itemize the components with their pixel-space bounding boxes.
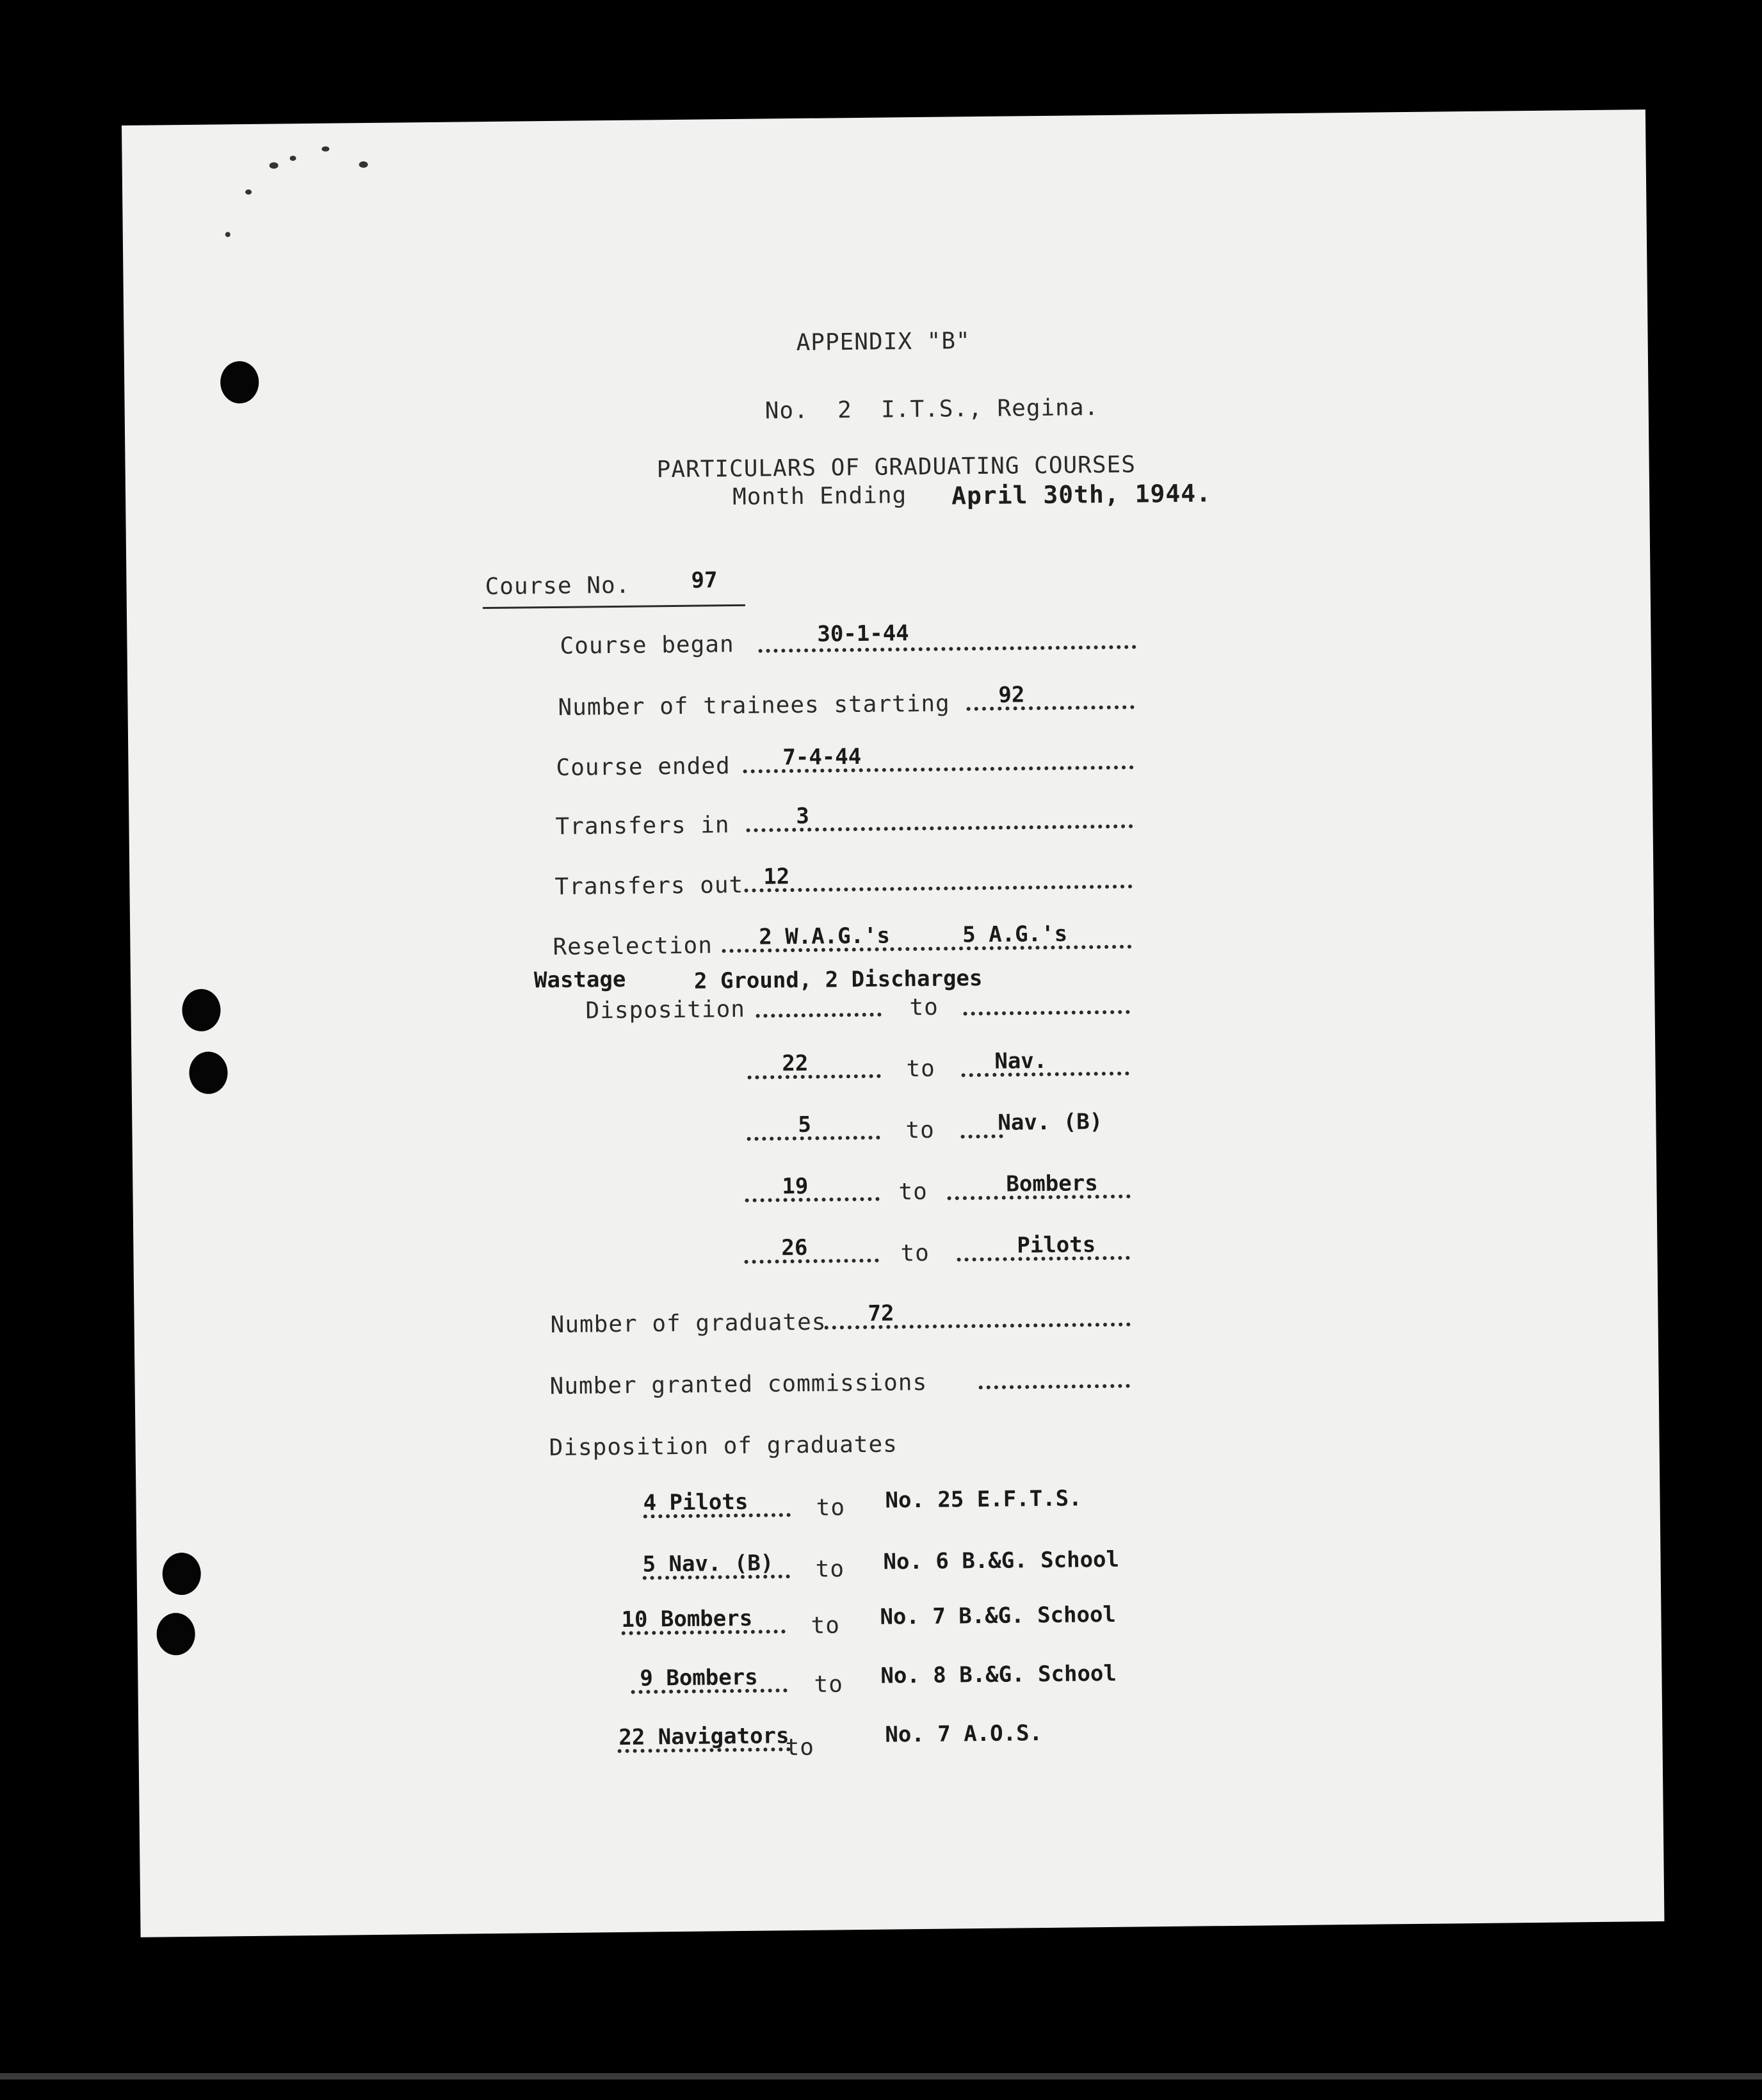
disposition-count: 22	[782, 1050, 809, 1077]
disposition-to: to	[898, 1178, 928, 1206]
graduate-group: 4 Pilots	[643, 1489, 748, 1516]
leader-dots	[643, 1513, 791, 1518]
leader-dots	[745, 1259, 879, 1264]
leader-dots	[756, 1013, 882, 1018]
transfers-in-value: 3	[796, 803, 810, 830]
disposition-count: 19	[782, 1173, 809, 1200]
graduate-group: 5 Nav. (B)	[642, 1550, 774, 1578]
disposition-to: to	[909, 994, 939, 1021]
ink-speck	[270, 162, 279, 168]
course-began-value: 30-1-44	[817, 620, 909, 647]
disposition-to: to	[906, 1055, 936, 1083]
disposition-count: 5	[798, 1111, 812, 1138]
transfers-in-label: Transfers in	[555, 812, 730, 840]
punch-hole	[189, 1051, 228, 1094]
leader-dots	[631, 1688, 788, 1694]
graduate-destination: No. 7 B.&G. School	[880, 1601, 1117, 1630]
disposition-to: to	[900, 1240, 930, 1267]
film-edge	[0, 2073, 1762, 2080]
appendix-heading: APPENDIX "B"	[796, 328, 971, 356]
disposition-destination: Nav. (B)	[998, 1109, 1103, 1136]
disposition-to: to	[905, 1117, 935, 1144]
reselection-label: Reselection	[553, 932, 713, 961]
graduates-count-value: 72	[868, 1300, 894, 1327]
ink-speck	[225, 232, 230, 237]
graduate-destination: No. 8 B.&G. School	[880, 1660, 1117, 1689]
graduate-to: to	[816, 1494, 846, 1521]
leader-dots	[759, 645, 1136, 652]
month-ending-value: April 30th, 1944.	[951, 479, 1212, 510]
graduate-destination: No. 6 B.&G. School	[883, 1546, 1120, 1575]
leader-dots	[748, 1074, 881, 1079]
unit-name: No. 2 I.T.S., Regina.	[764, 394, 1099, 424]
course-number-label: Course No.	[485, 572, 631, 601]
document-title: PARTICULARS OF GRADUATING COURSES	[656, 451, 1136, 483]
course-began-label: Course began	[560, 631, 734, 659]
graduate-to: to	[815, 1556, 845, 1583]
reselection-ag-value: 5 A.G.'s	[962, 921, 1068, 948]
leader-dots	[964, 1010, 1130, 1016]
course-ended-value: 7-4-44	[782, 743, 862, 771]
graduate-group: 9 Bombers	[640, 1664, 758, 1692]
month-ending-label: Month Ending	[732, 482, 907, 511]
leader-dots	[622, 1629, 786, 1635]
wastage-value: 2 Ground, 2 Discharges	[693, 965, 983, 994]
disposition-destination: Nav.	[994, 1047, 1047, 1074]
trainees-starting-value: 92	[998, 682, 1025, 708]
punch-hole	[156, 1613, 195, 1656]
graduate-destination: No. 7 A.O.S.	[885, 1720, 1043, 1748]
leader-dots	[745, 1197, 880, 1202]
disposition-count: 26	[781, 1234, 808, 1261]
graduate-group: 10 Bombers	[621, 1605, 753, 1633]
punch-hole	[162, 1553, 201, 1595]
graduates-disposition-label: Disposition of graduates	[549, 1431, 898, 1462]
trainees-starting-label: Number of trainees starting	[558, 690, 950, 721]
disposition-label: Disposition	[585, 996, 746, 1024]
disposition-destination: Bombers	[1006, 1170, 1098, 1197]
leader-dots	[979, 1384, 1130, 1389]
ink-speck	[290, 156, 296, 161]
reselection-wag-value: 2 W.A.G.'s	[759, 923, 891, 950]
graduate-to: to	[785, 1734, 815, 1761]
graduates-count-label: Number of graduates	[550, 1309, 827, 1339]
punch-hole	[182, 989, 221, 1031]
course-number-value: 97	[691, 567, 718, 594]
course-ended-label: Course ended	[556, 753, 731, 781]
leader-dots	[967, 705, 1135, 711]
ink-speck	[245, 190, 252, 195]
transfers-out-label: Transfers out	[554, 871, 744, 900]
leader-dots	[643, 1574, 790, 1579]
leader-dots	[745, 885, 1133, 892]
ink-speck	[359, 161, 368, 168]
course-number-underline	[483, 604, 745, 609]
document-page	[122, 109, 1665, 1937]
transfers-out-value: 12	[763, 864, 790, 890]
leader-dots	[747, 1136, 880, 1141]
wastage-label: Wastage	[533, 966, 626, 994]
disposition-destination: Pilots	[1017, 1232, 1096, 1259]
leader-dots	[961, 1135, 1003, 1139]
ink-speck	[321, 147, 329, 152]
graduate-group: 22 Navigators	[618, 1723, 789, 1751]
punch-hole	[220, 361, 259, 404]
commissions-label: Number granted commissions	[549, 1369, 928, 1400]
graduate-to: to	[814, 1671, 844, 1698]
graduate-to: to	[811, 1612, 841, 1639]
graduate-destination: No. 25 E.F.T.S.	[885, 1485, 1082, 1514]
